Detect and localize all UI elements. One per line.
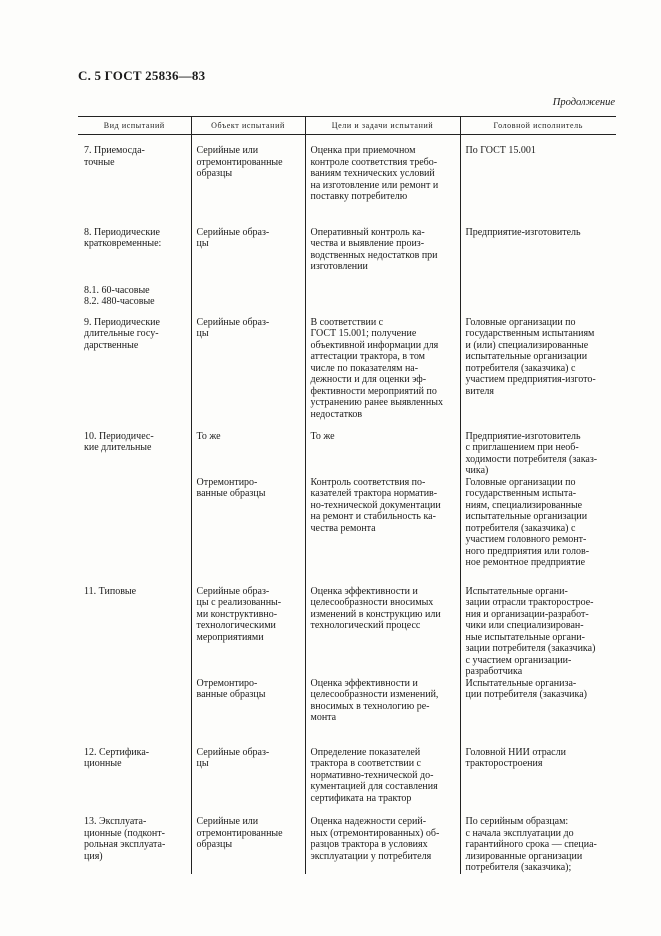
sub-items: 8.1. 60-часовые 8.2. 480-часовые xyxy=(84,284,155,307)
cell-executor: По серийным образцам: с начала эксплуатации до гарантийного срока — специа- лизированные организации потребителя (заказчика); xyxy=(460,804,616,874)
cell-test-object: Отремонтиро- ванные образцы xyxy=(191,678,305,734)
table-header-row xyxy=(78,117,616,135)
header-test-type: Вид испытаний xyxy=(78,117,191,135)
cell-executor: Головные организации по государственным испыта- ниям, специализированные испытательные организации потребителя (заказчика) с участием головного ремонт- ного предприятия или голов- ное ремонтное предприятие xyxy=(460,477,616,580)
cell-test-object: Серийные или отремонтированные образцы xyxy=(191,804,305,874)
cell-goals: То же xyxy=(305,421,460,477)
cell-executor: Предприятие-изготовитель xyxy=(460,203,616,308)
table-row xyxy=(78,734,616,805)
cell-test-object: То же xyxy=(191,421,305,477)
cell-executor: Предприятие-изготовитель с приглашением при необ- ходимости потребителя (заказ- чика) xyxy=(460,421,616,477)
cell-executor: Испытательные организа- ции потребителя (заказчика) xyxy=(460,678,616,734)
cell-test-type: 12. Сертифика- ционные xyxy=(84,746,150,769)
cell-test-object: Серийные или отремонтированные образцы xyxy=(191,135,305,203)
cell-goals: Определение показателей трактора в соответствии с нормативно-технической до- кументацией для составления сертификата на трактор xyxy=(305,734,460,805)
table-row xyxy=(78,804,616,874)
cell-test-type: 8. Периодические кратковременные: 8.1. 60-часовые 8.2. 480-часовые xyxy=(78,203,191,308)
cell-goals: В соответствии с ГОСТ 15.001; получение объективной информации для аттестации трактора, в том числе по показателям на- дежности и для оценки эф- фективности мероприятий по устранению ранее выявленных недостатков xyxy=(305,308,460,421)
cell-test-type: 13. Эксплуата- ционные (подконт- рольная эксплуата- ция) xyxy=(84,816,166,862)
header-test-object: Объект испытаний xyxy=(191,117,305,135)
cell-goals: Контроль соответствия по- казателей трактора норматив- но-технической документации на ремонт и стабильность ка- чества ремонта xyxy=(305,477,460,580)
cell-test-object: Серийные образ- цы xyxy=(191,203,305,308)
cell-executor: Головные организации по государственным испытаниям и (или) специализированные испытательные организации потребителя (заказчика) с участием предприятия-изгото- вителя xyxy=(460,308,616,421)
cell-goals: Оценка надежности серий- ных (отремонтированных) об- разцов трактора в условиях эксплуатации у потребителя xyxy=(305,804,460,874)
cell-test-type: 7. Приемосда- точные xyxy=(84,145,145,168)
cell-test-object: Серийные образ- цы xyxy=(191,734,305,805)
table-row xyxy=(78,421,616,477)
cell-executor: Испытательные органи- зации отрасли тракторострое- ния и организации-разработ- чики или специализирован- ные испытательные органи- зации потребителя (заказчика) с участием организации- разработчика xyxy=(460,580,616,678)
cell-goals: Оценка при приемочном контроле соответствия требо- ваниям технических условий на изготовление или ремонт и поставку потребителю xyxy=(305,135,460,203)
table-row xyxy=(78,135,616,203)
cell-goals: Оценка эффективности и целесообразности изменений, вносимых в технологию ре- монта xyxy=(305,678,460,734)
table-row xyxy=(78,580,616,678)
table-row xyxy=(78,308,616,421)
cell-test-object: Серийные образ- цы xyxy=(191,308,305,421)
cell-test-type: 9. Периодические длительные госу- дарственные xyxy=(84,316,160,351)
cell-executor: Головной НИИ отрасли тракторостроения xyxy=(460,734,616,805)
cell-test-type xyxy=(78,678,191,734)
cell-test-object: Отремонтиро- ванные образцы xyxy=(191,477,305,580)
cell-goals: Оценка эффективности и целесообразности вносимых изменений в конструкцию или технологический процесс xyxy=(305,580,460,678)
cell-executor: По ГОСТ 15.001 xyxy=(460,135,616,203)
header-executor: Головной исполнитель xyxy=(460,117,616,135)
cell-test-type xyxy=(78,477,191,580)
cell-test-type: 10. Периодичес- кие длительные xyxy=(84,430,154,453)
continued-label: Продолжение xyxy=(552,97,615,108)
cell-goals: Оперативный контроль ка- чества и выявление произ- водственных недостатков при изготовлении xyxy=(305,203,460,308)
header-goals: Цели и задачи испытаний xyxy=(305,117,460,135)
cell-test-object: Серийные образ- цы с реализованны- ми конструктивно- технологическими мероприятиями xyxy=(191,580,305,678)
table-row xyxy=(78,477,616,580)
tests-table xyxy=(78,116,616,874)
cell-test-type: 11. Типовые xyxy=(84,585,137,597)
table-row xyxy=(78,203,616,308)
page-header: С. 5 ГОСТ 25836—83 xyxy=(78,68,206,83)
table-row xyxy=(78,678,616,734)
